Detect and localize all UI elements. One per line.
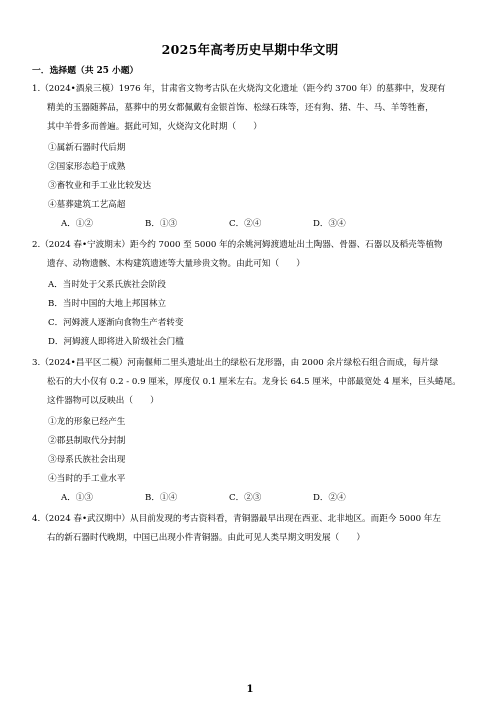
- question-1-choices: [61, 217, 397, 229]
- question-2-stem: [32, 236, 472, 274]
- question-3-line: 3.（2024•昌平区二模）河南偃师二里头遗址出土的绿松石龙形器，由 2000 余片绿松石组合而成，每片绿: [32, 358, 439, 368]
- question-2-line: 遗存、动物遗骸、木构建筑遗迹等大量珍贵文物。由此可知（ ）: [47, 259, 305, 269]
- question-3-stem: [32, 354, 472, 411]
- choice-a: A．①②: [61, 219, 93, 229]
- question-3-statement: ①龙的形象已经产生: [48, 417, 126, 427]
- question-1-line: 精美的玉器随葬品，墓葬中的男女都佩戴有金银首饰、松绿石珠等，还有狗、猪、牛、马、羊等牲畜，: [47, 103, 434, 113]
- section-heading: 一．选择题（共 25 小题）: [32, 66, 139, 76]
- question-2-option: D．河姆渡人即将进入阶级社会门槛: [48, 337, 184, 347]
- choice-b: B．①④: [145, 493, 178, 503]
- question-1-line: 1.（2024•酒泉三模）1976 年，甘肃省文物考古队在火烧沟文化遗址（距今约 3700 年）的墓葬中，发现有: [32, 84, 446, 94]
- question-1-statement: ④墓葬建筑工艺高超: [48, 200, 126, 210]
- question-1-stem: [32, 80, 472, 137]
- choice-d: D．③④: [313, 219, 346, 229]
- choice-c: C．②④: [229, 219, 262, 229]
- choice-c: C．②③: [229, 493, 262, 503]
- question-3-line: 这件器物可以反映出（ ）: [47, 396, 159, 406]
- question-4-line: 右的新石器时代晚期，中国已出现小件青铜器。由此可见人类早期文明发展（ ）: [47, 533, 365, 543]
- page-title: 2025年高考历史早期中华文明: [161, 42, 339, 57]
- question-2-option: A．当时处于父系氏族社会阶段: [48, 280, 166, 290]
- question-1-statement: ②国家形态趋于成熟: [48, 162, 126, 172]
- choice-a: A．①③: [61, 493, 93, 503]
- question-1-line: 其中羊骨多而普遍。据此可知，火烧沟文化时期（ ）: [47, 122, 262, 132]
- question-4-stem: [32, 510, 472, 548]
- question-2-option: C．河姆渡人逐渐向食物生产者转变: [48, 318, 184, 328]
- question-1-statement: ①属新石器时代后期: [48, 143, 126, 153]
- question-3-statement: ③母系氏族社会出现: [48, 455, 126, 465]
- question-3-statement: ④当时的手工业水平: [48, 474, 126, 484]
- question-3-statement: ②郡县制取代分封制: [48, 436, 126, 446]
- question-2-line: 2.（2024 春•宁波期末）距今约 7000 至 5000 年的余姚河姆渡遗址出土陶器、骨器、石器以及稻壳等植物: [32, 240, 443, 250]
- question-2-option: B．当时中国的大地上邦国林立: [48, 299, 167, 309]
- question-3-line: 松石的大小仅有 0.2 - 0.9 厘米，厚度仅 0.1 厘米左右。龙身长 64.5 厘米，中部最宽处 4 厘米，巨头蜷尾。: [47, 377, 461, 387]
- choice-d: D．②④: [313, 493, 346, 503]
- question-3-choices: [61, 491, 397, 503]
- question-1-statement: ③畜牧业和手工业比较发达: [48, 181, 152, 191]
- question-4-line: 4.（2024 春•武汉期中）从目前发现的考古资料看，青铜器最早出现在西亚、北非地区。而距今 5000 年左: [32, 514, 441, 524]
- choice-b: B．①③: [145, 219, 178, 229]
- page-number: 1: [246, 684, 254, 695]
